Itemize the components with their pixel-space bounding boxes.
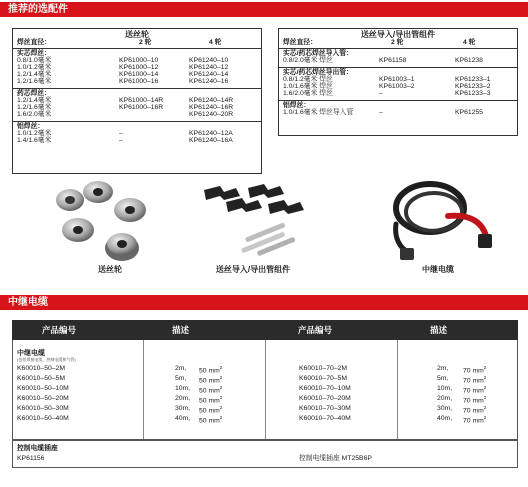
part-2roll: KP61003–2 bbox=[379, 83, 415, 90]
part-4roll: KP61240–14 bbox=[189, 71, 229, 78]
guide-tubes-header bbox=[279, 40, 517, 49]
cable-table-body bbox=[12, 340, 518, 440]
cable-area-value: 50 mm bbox=[199, 377, 220, 385]
part-4roll: KP61240–12 bbox=[189, 64, 229, 71]
wire-size: 1.4/1.6毫米 bbox=[17, 137, 52, 144]
part-4roll: KP61255 bbox=[455, 109, 483, 116]
cable-area bbox=[463, 406, 486, 415]
cable-area bbox=[199, 406, 222, 415]
cable-area-value: 50 mm bbox=[199, 397, 220, 405]
cable-length: 30m, bbox=[437, 405, 453, 412]
cable-area bbox=[463, 376, 486, 385]
footer-desc: 控制电缆插座 MT25B6P bbox=[299, 455, 372, 462]
cable-code: K60010–50–20M bbox=[17, 395, 69, 402]
spec-group bbox=[13, 89, 261, 122]
caption-guide-tubes: 送丝导入/导出管组件 bbox=[215, 265, 291, 274]
part-4roll: KP61233–2 bbox=[455, 83, 491, 90]
roll-1 bbox=[56, 189, 84, 211]
cable-area-unit-sup: 2 bbox=[219, 405, 223, 410]
part-2roll: KP61000–10 bbox=[119, 57, 159, 64]
wire-size: 1.2/1.6毫米 bbox=[17, 104, 52, 111]
spec-group bbox=[279, 68, 517, 101]
spec-row bbox=[279, 110, 517, 117]
wire-size: 1.2/1.4毫米 bbox=[17, 71, 52, 78]
cable-area bbox=[199, 386, 222, 395]
cable-table-footer bbox=[12, 440, 518, 468]
footer-title: 控制电缆插座 bbox=[17, 445, 58, 452]
spec-row bbox=[13, 79, 261, 86]
cable-area-unit-sup: 2 bbox=[219, 365, 223, 370]
cable-length: 40m, bbox=[437, 415, 453, 422]
wire-size: 1.2/1.6毫米 bbox=[17, 78, 52, 85]
cable-area bbox=[199, 366, 222, 375]
cable-area-unit-sup: 2 bbox=[483, 415, 487, 420]
spec-row bbox=[279, 91, 517, 98]
cable-area-unit-sup: 2 bbox=[483, 405, 487, 410]
cable-area-unit-sup: 2 bbox=[483, 375, 487, 380]
part-2roll: KP61000–16 bbox=[119, 78, 159, 85]
group-title: 实芯/药芯焊丝导出管： bbox=[283, 69, 353, 76]
interconnect-cable-image bbox=[378, 168, 498, 266]
wire-size: 1.0/1.2毫米 bbox=[17, 130, 52, 137]
part-4roll: KP61238 bbox=[455, 57, 483, 64]
part-4roll: KP61240–14R bbox=[189, 97, 234, 104]
header-4roll: 4 轮 bbox=[209, 39, 222, 46]
part-4roll: KP61240–16R bbox=[189, 104, 234, 111]
spec-group bbox=[279, 101, 517, 119]
part-2roll: – bbox=[119, 137, 123, 144]
cable-area-unit-sup: 2 bbox=[219, 395, 223, 400]
cable-code: K60010–70–30M bbox=[299, 405, 351, 412]
part-2roll: – bbox=[119, 130, 123, 137]
cable-code: K60010–50–5M bbox=[17, 375, 65, 382]
cable-table-header bbox=[12, 320, 518, 340]
cable-length: 10m, bbox=[437, 385, 453, 392]
wire-size: 1.0/1.6毫米 焊丝 bbox=[283, 83, 333, 90]
part-4roll: KP61240–16 bbox=[189, 78, 229, 85]
cable-area bbox=[199, 396, 222, 405]
cable-area-value: 70 mm bbox=[463, 397, 484, 405]
cable-area-value: 70 mm bbox=[463, 407, 484, 415]
part-4roll: KP61240–20R bbox=[189, 111, 234, 118]
wire-size: 1.0/1.2毫米 bbox=[17, 64, 52, 71]
spec-row bbox=[13, 112, 261, 119]
part-2roll: – bbox=[379, 90, 383, 97]
cable-area-value: 70 mm bbox=[463, 367, 484, 375]
spec-row bbox=[279, 58, 517, 65]
spec-group bbox=[13, 122, 261, 147]
wire-size: 1.6/2.0毫米 bbox=[17, 111, 52, 118]
cable-length: 2m, bbox=[437, 365, 449, 372]
cable-code: K60010–70–10M bbox=[299, 385, 351, 392]
col-desc-right: 描述 bbox=[430, 325, 448, 335]
cable-area-value: 50 mm bbox=[199, 367, 220, 375]
footer-code: KP61156 bbox=[17, 455, 45, 462]
cable-length: 40m, bbox=[175, 415, 191, 422]
cable-length: 30m, bbox=[175, 405, 191, 412]
roll-2 bbox=[83, 181, 113, 203]
group-title: 实芯焊丝： bbox=[17, 50, 51, 57]
guide-tubes-title: 送丝导入/导出管组件 bbox=[360, 30, 436, 39]
cable-code: K60010–50–40M bbox=[17, 415, 69, 422]
group-title: 实芯/药芯焊丝导入管： bbox=[283, 50, 353, 57]
cable-code: K60010–70–2M bbox=[299, 365, 347, 372]
wire-size: 0.8/1.2毫米 焊丝 bbox=[283, 76, 333, 83]
cable-area bbox=[463, 386, 486, 395]
cable-area-value: 70 mm bbox=[463, 387, 484, 395]
wire-size: 0.8/2.0毫米 焊丝 bbox=[283, 57, 333, 64]
section-title-accessories: 推荐的选配件 bbox=[0, 2, 528, 17]
col-code-right: 产品编号 bbox=[298, 325, 333, 335]
spec-group bbox=[13, 49, 261, 89]
part-2roll: KP61000–16R bbox=[119, 104, 164, 111]
spec-group bbox=[279, 49, 517, 68]
cable-area-value: 50 mm bbox=[199, 407, 220, 415]
part-2roll: – bbox=[379, 109, 383, 116]
col-desc-left: 描述 bbox=[172, 325, 190, 335]
cable-area bbox=[463, 396, 486, 405]
caption-feed-rolls: 送丝轮 bbox=[98, 265, 122, 274]
wire-size: 0.8/1.0毫米 bbox=[17, 57, 52, 64]
cable-length: 20m, bbox=[175, 395, 191, 402]
part-4roll: KP61240–16A bbox=[189, 137, 233, 144]
cable-area-value: 70 mm bbox=[463, 377, 484, 385]
cable-group-subtitle: (包括焊接电缆，控制电缆和气管) bbox=[17, 357, 76, 362]
cable-area-unit-sup: 2 bbox=[483, 395, 487, 400]
part-2roll: KP61000–12 bbox=[119, 64, 159, 71]
part-2roll: KP61000–14 bbox=[119, 71, 159, 78]
cable-area-unit-sup: 2 bbox=[483, 365, 487, 370]
cable-area-value: 50 mm bbox=[199, 387, 220, 395]
cable-area bbox=[199, 376, 222, 385]
cable-length: 5m, bbox=[437, 375, 449, 382]
cable-area bbox=[199, 416, 222, 425]
cable-group-title: 中继电缆 bbox=[17, 350, 45, 357]
part-4roll: KP61233–3 bbox=[455, 90, 491, 97]
cable-area-unit-sup: 2 bbox=[483, 385, 487, 390]
cable-length: 20m, bbox=[437, 395, 453, 402]
cable-code: K60010–70–40M bbox=[299, 415, 351, 422]
header-2roll: 2 轮 bbox=[139, 39, 152, 46]
cable-code: K60010–70–20M bbox=[299, 395, 351, 402]
header-2roll: 2 轮 bbox=[391, 39, 404, 46]
group-title: 铝焊丝： bbox=[17, 123, 45, 130]
cable-area-unit-sup: 2 bbox=[219, 375, 223, 380]
header-label: 焊丝直径： bbox=[283, 39, 317, 46]
wire-size: 1.6/2.0毫米 焊丝 bbox=[283, 90, 333, 97]
part-2roll: KP61003–1 bbox=[379, 76, 415, 83]
cable-area bbox=[463, 416, 486, 425]
cable-length: 2m, bbox=[175, 365, 187, 372]
header-4roll: 4 轮 bbox=[463, 39, 476, 46]
cable-length: 5m, bbox=[175, 375, 187, 382]
spec-row bbox=[13, 138, 261, 145]
cable-area-unit-sup: 2 bbox=[219, 385, 223, 390]
guide-tubes-table bbox=[278, 28, 518, 136]
cable-area bbox=[463, 366, 486, 375]
cable-code: K60010–70–5M bbox=[299, 375, 347, 382]
feed-rolls-header bbox=[13, 40, 261, 49]
wire-size: 1.0/1.6毫米 焊丝导入管 bbox=[283, 109, 354, 116]
section-title-interconnect: 中继电缆 bbox=[0, 295, 528, 310]
group-title: 铝焊丝： bbox=[283, 102, 311, 109]
part-4roll: KP61240–10 bbox=[189, 57, 229, 64]
roll-5 bbox=[105, 233, 139, 261]
guide-tubes-image bbox=[196, 178, 306, 264]
wire-size: 1.2/1.4毫米 bbox=[17, 97, 52, 104]
cable-code: K60010–50–30M bbox=[17, 405, 69, 412]
header-label: 焊丝直径： bbox=[17, 39, 51, 46]
cable-area-value: 50 mm bbox=[199, 417, 220, 425]
roll-4 bbox=[62, 218, 94, 242]
feed-rolls-image bbox=[50, 178, 170, 266]
part-2roll: KP61000–14R bbox=[119, 97, 164, 104]
cable-length: 10m, bbox=[175, 385, 191, 392]
part-2roll: KP61158 bbox=[379, 57, 407, 64]
caption-interconnect-cable: 中继电缆 bbox=[422, 265, 454, 274]
col-code-left: 产品编号 bbox=[42, 325, 77, 335]
cable-area-value: 70 mm bbox=[463, 417, 484, 425]
roll-3 bbox=[114, 198, 146, 222]
cable-code: K60010–50–10M bbox=[17, 385, 69, 392]
group-title: 药芯焊丝： bbox=[17, 90, 51, 97]
part-4roll: KP61240–12A bbox=[189, 130, 233, 137]
cable-area-unit-sup: 2 bbox=[219, 415, 223, 420]
cable-code: K60010–50–2M bbox=[17, 365, 65, 372]
metal-tubes bbox=[241, 222, 296, 256]
feed-rolls-table bbox=[12, 28, 262, 174]
part-4roll: KP61233–1 bbox=[455, 76, 491, 83]
feed-rolls-title: 送丝轮 bbox=[125, 30, 149, 39]
